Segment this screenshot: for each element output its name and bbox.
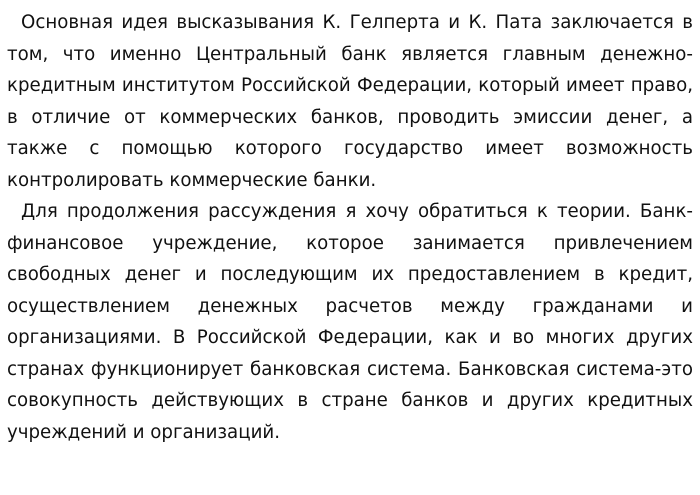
text-line: учреждений и организаций. [7,421,281,443]
text-line: также с помощью которого государство имеет возможность [7,138,693,159]
paragraph-bank-theory [7,196,693,448]
document-body [7,7,693,448]
text-line: странах функционирует банковская система. Банковская система-это [7,358,693,380]
text-line: том, что именно Центральный банк является главным денежно- [7,43,693,65]
paragraph-central-bank [7,7,693,196]
text-line: совокупность действующих в стране банков и других кредитных [7,390,693,411]
text-line: финансовое учреждение, которое занимается привлечением [7,232,693,254]
text-line: Основная идея высказывания К. Гелперта и К. Пата заключается в [21,12,693,33]
text-line: свободных денег и последующим их предоставлением в кредит, [7,264,693,285]
text-line: осуществлением денежных расчетов между гражданами и [7,295,693,317]
text-line: организациями. В Российской Федерации, как и во многих других [7,327,693,348]
text-line: Для продолжения рассуждения я хочу обратиться к теории. Банк- [21,201,693,222]
text-line: кредитным институтом Российской Федерации, который имеет право, [7,75,693,96]
text-line: в отличие от коммерческих банков, проводить эмиссии денег, а [7,106,693,128]
text-line: контролировать коммерческие банки. [7,169,377,191]
